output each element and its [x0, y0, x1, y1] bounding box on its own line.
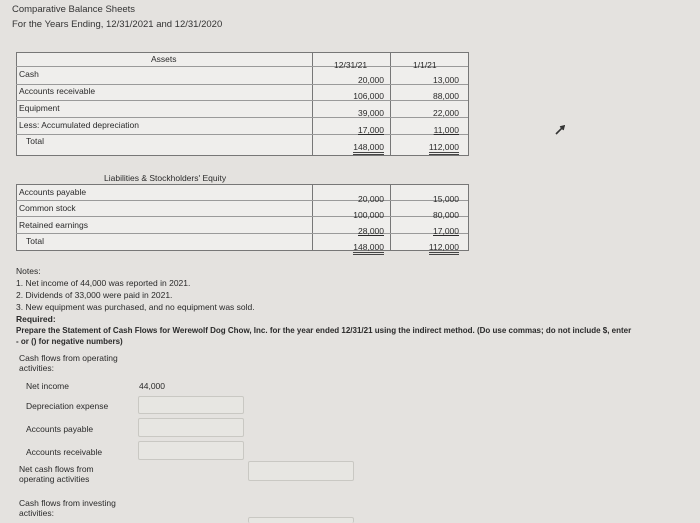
asset-cash-2021: 20,000	[358, 75, 384, 85]
assets-heading: Assets	[151, 54, 177, 64]
liab-cs-2020: 80,000	[433, 210, 459, 220]
cfi-input[interactable]	[248, 517, 354, 523]
required-label: Required:	[16, 314, 56, 324]
accounts-receivable-label: Accounts receivable	[26, 447, 103, 457]
mouse-cursor-icon	[555, 125, 565, 137]
liab-total-2020: 112,000	[409, 242, 459, 252]
cfi-heading-line2: activities:	[19, 508, 54, 518]
asset-equipment-2021: 39,000	[358, 108, 384, 118]
liab-ap-2021: 20,000	[358, 194, 384, 204]
note-3: 3. New equipment was purchased, and no equipment was sold.	[16, 302, 255, 312]
liabilities-heading: Liabilities & Stockholders' Equity	[104, 173, 227, 183]
note-1: 1. Net income of 44,000 was reported in 2021.	[16, 278, 191, 288]
asset-label-accounts-receivable: Accounts receivable	[19, 86, 96, 96]
cfi-heading-line1: Cash flows from investing	[19, 498, 116, 508]
asset-equipment-2020: 22,000	[433, 108, 459, 118]
asset-accdep-2020: 11,000	[433, 125, 459, 135]
net-cfo-input[interactable]	[248, 461, 354, 481]
page-title: Comparative Balance Sheets	[12, 4, 136, 15]
liab-label-accounts-payable: Accounts payable	[19, 187, 87, 197]
page-subtitle: For the Years Ending, 12/31/2021 and 12/31/2020	[12, 19, 223, 30]
instruction-line-2: - or () for negative numbers)	[16, 337, 123, 346]
instruction-line-1: Prepare the Statement of Cash Flows for Werewolf Dog Chow, Inc. for the year ended 12/31/21 using the indirect method. (Do use commas; do not include $, enter	[16, 326, 632, 335]
accounts-payable-label: Accounts payable	[26, 424, 94, 434]
assets-table	[16, 52, 469, 156]
asset-total-2020: 112,000	[409, 142, 459, 152]
note-2: 2. Dividends of 33,000 were paid in 2021.	[16, 290, 173, 300]
notes-heading: Notes:	[16, 266, 41, 276]
cfo-heading-line1: Cash flows from operating	[19, 353, 118, 363]
accounts-payable-input[interactable]	[138, 418, 244, 437]
asset-total-2021: 148,000	[334, 142, 384, 152]
net-income-value: 44,000	[139, 381, 165, 391]
depreciation-label: Depreciation expense	[26, 401, 109, 411]
cfo-heading-line2: activities:	[19, 363, 54, 373]
liab-cs-2021: 100,000	[353, 210, 384, 220]
asset-label-accumulated-depreciation: Less: Accumulated depreciation	[19, 120, 140, 130]
asset-ar-2020: 88,000	[433, 91, 459, 101]
asset-label-equipment: Equipment	[19, 103, 60, 113]
asset-label-cash: Cash	[19, 69, 39, 79]
accounts-receivable-input[interactable]	[138, 441, 244, 460]
asset-ar-2021: 106,000	[353, 91, 384, 101]
liab-label-retained-earnings: Retained earnings	[19, 220, 88, 230]
liab-label-common-stock: Common stock	[19, 203, 76, 213]
liab-re-2020: 17,000	[433, 226, 459, 236]
assets-col-header-2020: 1/1/21	[413, 60, 437, 70]
liab-label-total: Total	[26, 236, 44, 246]
asset-label-total: Total	[26, 136, 44, 146]
asset-cash-2020: 13,000	[433, 75, 459, 85]
depreciation-input[interactable]	[138, 396, 244, 414]
liab-re-2021: 28,000	[358, 226, 384, 236]
net-cfo-label-line2: operating activities	[19, 474, 90, 484]
liab-ap-2020: 15,000	[433, 194, 459, 204]
asset-accdep-2021: 17,000	[358, 125, 384, 135]
net-cfo-label-line1: Net cash flows from	[19, 464, 94, 474]
assets-col-header-2021: 12/31/21	[334, 60, 368, 70]
net-income-label: Net income	[26, 381, 69, 391]
liab-total-2021: 148,000	[334, 242, 384, 252]
